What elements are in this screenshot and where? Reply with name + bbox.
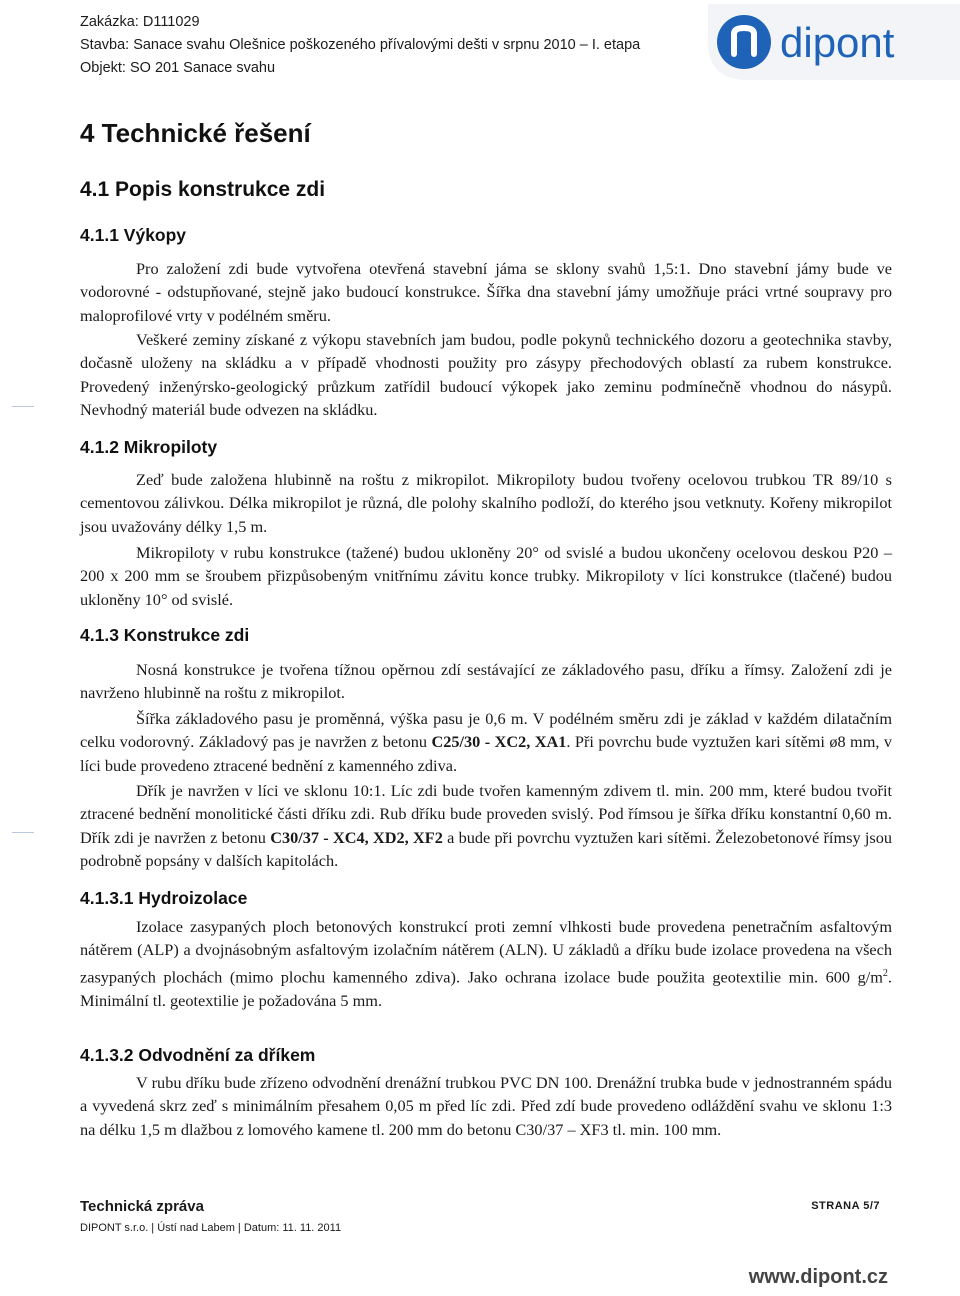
logo-text: dipont <box>780 19 895 66</box>
paragraph-konstrukce-1: Nosná konstrukce je tvořena tížnou opěrnou zdí sestávající ze základového pasu, dříku a římsy. Založení zdi je navrženo hlubinně na roštu z mikropilot. <box>80 660 892 703</box>
header-object: Objekt: SO 201 Sanace svahu <box>80 60 276 76</box>
paragraph-mikropiloty-1: Zeď bude založena hlubinně na roštu z mikropilot. Mikropiloty budou tvořeny ocelovou trubkou TR 89/10 s cementovou zálivkou. Délka mikropilot je různá, dle polohy skalního podloží, do kterého jsou vetknuty. Kořeny mikropilot jsou uvažovány délky 1,5 m. <box>80 470 892 536</box>
paragraph-odvodneni: V rubu dříku bude zřízeno odvodnění drenážní trubkou PVC DN 100. Drenážní trubka bude v jednostranném spádu a vyvedená skrz zeď s minimálním přesahem 0,05 m před líc zdi. Před zdí bude provedeno odláždění svahu ve sklonu 1:3 na délku 1,5 m dlažbou z lomového kamene tl. 200 mm do betonu C30/37 – XF3 tl. min. 100 mm. <box>80 1073 892 1139</box>
header-construction: Stavba: Sanace svahu Olešnice poškozeného přívalovými dešti v srpnu 2010 – I. etapa <box>80 37 641 53</box>
paragraph-vykopy-2: Veškeré zeminy získané z výkopu stavebních jam budou, podle pokynů technického dozoru a geotechnika stavby, dočasně uloženy na skládku a v případě vhodnosti použity pro zásypy přechodových oblastí za rubem konstrukce. Provedený inženýrsko-geologický průzkum zatřídil budoucí výkopek jako zeminu podmínečně vhodnou do násypů. Nevhodný materiál bude odvezen na skládku. <box>80 330 892 420</box>
heading-4-1-3-2: 4.1.3.2 Odvodnění za dříkem <box>80 1045 316 1065</box>
header-contract: Zakázka: D111029 <box>80 14 200 30</box>
paragraph-hydroizolace: Izolace zasypaných ploch betonových konstrukcí proti zemní vlhkosti bude provedena penetračním asfaltovým nátěrem (ALP) a dvojnásobným asfaltovým izolačním nátěrem (ALN). U základů a dříku bude izolace provedena na všech zasypaných plochách (mimo plochu kamenného zdiva). Jako ochrana izolace bude použita geotextilie min. 600 $g/m^2$. Minimální tl. geotextilie je požadována 5 mm. <box>80 917 892 1010</box>
concrete-class-stem: C30/37 - XC4, XD2, XF2 <box>270 827 443 847</box>
margin-mark <box>12 832 34 833</box>
heading-4: 4 Technické řešení <box>80 118 311 148</box>
heading-4-1-3-1: 4.1.3.1 Hydroizolace <box>80 888 248 908</box>
paragraph-mikropiloty-2: Mikropiloty v rubu konstrukce (tažené) budou ukloněny 20° od svislé a budou ukončeny ocelovou deskou P20 – 200 x 200 mm se šroubem přizpůsobeným vnitřnímu závitu konce trubky. Mikropiloty v líci konstrukce (tlačené) budou ukloněny 10° od svislé. <box>80 543 892 609</box>
footer-website: www.dipont.cz <box>748 1266 888 1288</box>
footer-company-info: DIPONT s.r.o. | Ústí nad Labem | Datum: 11. 11. 2011 <box>80 1222 342 1234</box>
heading-4-1-1: 4.1.1 Výkopy <box>80 225 187 245</box>
margin-mark <box>12 406 34 407</box>
logo-circle-icon <box>717 15 771 69</box>
concrete-class-foundation: C25/30 - XC2, XA1 <box>431 732 567 752</box>
footer-title: Technická zpráva <box>80 1198 204 1215</box>
paragraph-vykopy-1: Pro založení zdi bude vytvořena otevřená stavební jáma se sklony svahů 1,5:1. Dno stavební jámy bude ve vodorovné - odstupňované, stejně jako budoucí konstrukce. Šířka dna stavební jámy umožňuje práci vrtné soupravy pro maloprofilové vrty v podélném směru. <box>80 259 892 325</box>
heading-4-1-2: 4.1.2 Mikropiloty <box>80 437 218 457</box>
footer-page-number: STRANA 5/7 <box>811 1200 880 1212</box>
paragraph-konstrukce-3: Dřík je navržen v líci ve sklonu 10:1. Líc zdi bude tvořen kamenným zdivem tl. min. 200 mm, které budou tvořit ztracené bednění monolitické části dříku zdi. Rub dříku bude proveden svislý. Pod římsou je šířka dříku konstantní 0,60 m. Dřík zdi je navržen z betonu C30/37 - XC4, XD2, XF2 a bude při povrchu vyztužen kari sítěmi. Železobetonové římsy jsou podrobně popsány v dalších kapitolách. <box>80 781 893 871</box>
heading-4-1-3: 4.1.3 Konstrukce zdi <box>80 625 250 645</box>
dipont-logo <box>708 4 960 80</box>
heading-4-1: 4.1 Popis konstrukce zdi <box>80 178 326 201</box>
paragraph-konstrukce-2: Šířka základového pasu je proměnná, výška pasu je 0,6 m. V podélném směru zdi je základ v každém dilatačním celku vodorovný. Základový pas je navržen z betonu C25/30 - XC2, XA1. Při povrchu bude vyztužen kari sítěmi ø8 mm, v líci bude provedeno ztracené bednění z kamenného zdiva. <box>80 709 893 775</box>
